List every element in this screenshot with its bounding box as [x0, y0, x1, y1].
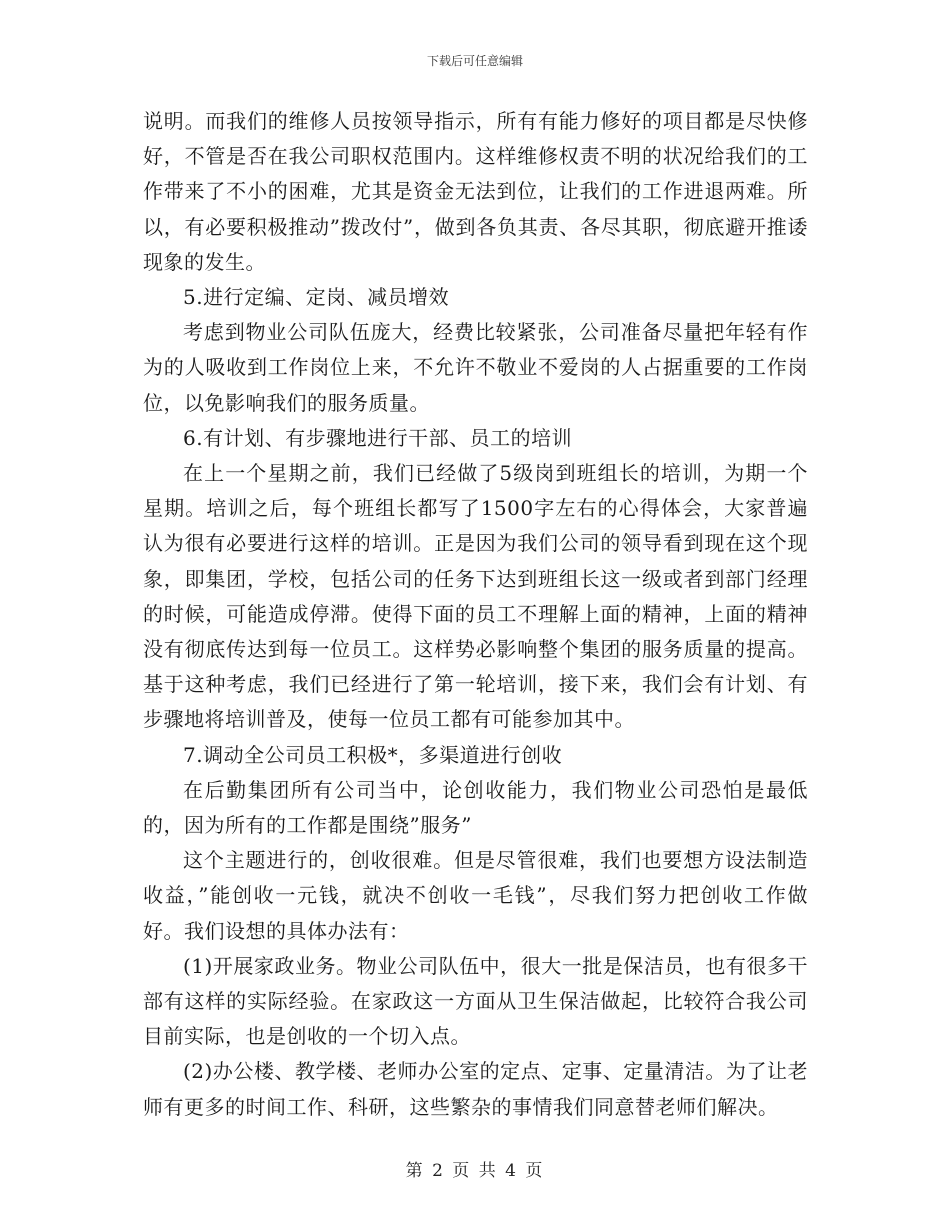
paragraph-3: 在上一个星期之前，我们已经做了5级岗到班组长的培训，为期一个星期。培训之后，每个班组长都写了1500字左右的心得体会，大家普遍认为很有必要进行这样的培训。正是因为我们公司的领导看到现在这个现象，即集团，学校，包括公司的任务下达到班组长这一级或者到部门经理的时候，可能造成停滞。使得下面的员工不理解上面的精神，上面的精神没有彻底传达到每一位员工。这样势必影响整个集团的服务质量的提高。基于这种考虑，我们已经进行了第一轮培训，接下来，我们会有计划、有步骤地将培训普及，使每一位员工都有可能参加其中。 — [143, 461, 808, 732]
section-heading-7: 7.调动全公司员工积极*，多渠道进行创收 — [183, 742, 563, 767]
paragraph-5: 这个主题进行的，创收很难。但是尽管很难，我们也要想方设法制造收益，”能创收一元钱，就决不创收一毛钱”，尽我们努力把创收工作做好。我们设想的具体办法有： — [143, 848, 808, 943]
list-item-2: (2)办公楼、教学楼、老师办公室的定点、定事、定量清洁。为了让老师有更多的时间工作、科研，这些繁杂的事情我们同意替老师们解决。 — [143, 1059, 808, 1119]
page-number: 第 2 页 共 4 页 — [405, 1161, 545, 1181]
list-item-1: (1)开展家政业务。物业公司队伍中，很大一批是保洁员，也有很多干部有这样的实际经验。在家政这一方面从卫生保洁做起，比较符合我公司目前实际，也是创收的一个切入点。 — [143, 953, 808, 1049]
paragraph-2: 考虑到物业公司队伍庞大，经费比较紧张，公司准备尽量把年轻有作为的人吸收到工作岗位上来，不允许不敬业不爱岗的人占据重要的工作岗位，以免影响我们的服务质量。 — [143, 320, 808, 415]
document-body — [143, 104, 808, 1125]
paragraph-1: 说明。而我们的维修人员按领导指示，所有有能力修好的项目都是尽快修好，不管是否在我公司职权范围内。这样维修权责不明的状况给我们的工作带来了不小的困难，尤其是资金无法到位，让我们的工作进退两难。所以，有必要积极推动”拨改付”，做到各负其责、各尽其职，彻底避开推诿现象的发生。 — [143, 109, 808, 274]
section-heading-6: 6.有计划、有步骤地进行干部、员工的培训 — [183, 425, 573, 450]
paragraph-4: 在后勤集团所有公司当中，论创收能力，我们物业公司恐怕是最低的，因为所有的工作都是围绕”服务” — [143, 777, 808, 838]
section-heading-5: 5.进行定编、定岗、减员增效 — [183, 285, 450, 310]
page-header: 下载后可任意编辑 — [426, 54, 523, 68]
